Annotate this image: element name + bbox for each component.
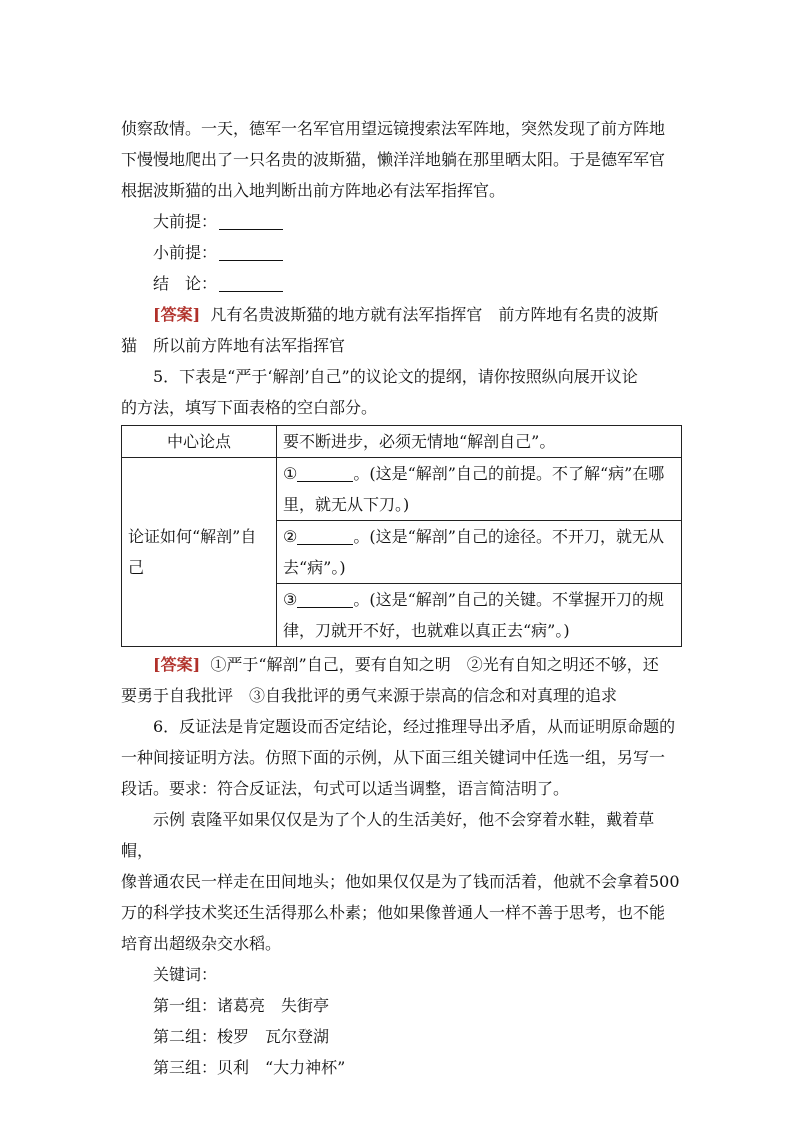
answer-5-line-2: 要勇于自我批评 ③自我批评的勇气来源于崇高的信念和对真理的追求 xyxy=(121,686,618,705)
fill-blank-2 xyxy=(297,528,353,545)
minor-premise-blank xyxy=(219,244,283,261)
table-cell-1 xyxy=(277,458,682,521)
item-number-1: ① xyxy=(283,464,298,483)
item-number-2: ② xyxy=(283,527,298,546)
item-text-2: 。(这是“解剖”自己的途径。不开刀，就无从去“病”。) xyxy=(283,527,664,577)
intro-line-2: 下慢慢地爬出了一只名贵的波斯猫，懒洋洋地躺在那里晒太阳。于是德军军官 xyxy=(121,150,666,169)
intro-line-1: 侦察敌情。一天，德军一名军官用望远镜搜索法军阵地，突然发现了前方阵地 xyxy=(121,119,666,138)
keywords-label: 关键词： xyxy=(153,965,218,984)
conclusion-label: 结 论： xyxy=(153,274,218,293)
fill-blank-3 xyxy=(297,591,353,608)
question-6-line-1: 6．反证法是肯定题设而否定结论，经过推理导出矛盾，从而证明原命题的 xyxy=(153,717,676,736)
answer-4-line-2: 猫 所以前方阵地有法军指挥官 xyxy=(121,336,346,355)
table-header-right: 要不断进步，必须无情地“解剖自己”。 xyxy=(277,426,682,458)
table-left-label: 论证如何“解剖”自己 xyxy=(122,458,277,647)
answer-tag: [答案] xyxy=(153,305,201,324)
table-row xyxy=(122,426,682,458)
answer-tag: [答案] xyxy=(153,655,201,674)
keyword-group-2: 第二组：梭罗 瓦尔登湖 xyxy=(153,1027,330,1046)
intro-line-3: 根据波斯猫的出入地判断出前方阵地必有法军指挥官。 xyxy=(121,181,506,200)
example-line-1: 示例 袁隆平如果仅仅是为了个人的生活美好，他不会穿着水鞋，戴着草帽， xyxy=(121,810,655,860)
item-number-3: ③ xyxy=(283,590,298,609)
table-cell-2 xyxy=(277,521,682,584)
question-5-line-2: 的方法，填写下面表格的空白部分。 xyxy=(121,398,378,417)
fill-blank-1 xyxy=(297,465,353,482)
minor-premise-line xyxy=(121,237,682,268)
answer-4-line-1 xyxy=(121,299,682,330)
example-line-2: 像普通农民一样走在田间地头；他如果仅仅是为了钱而活着，他就不会拿着500 xyxy=(121,872,680,891)
example-line-4: 培育出超级杂交水稻。 xyxy=(121,934,282,953)
table-header-left: 中心论点 xyxy=(122,426,277,458)
table-cell-3 xyxy=(277,584,682,647)
item-text-1: 。(这是“解剖”自己的前提。不了解“病”在哪里，就无从下刀。) xyxy=(283,464,665,514)
answer-5-line-1 xyxy=(121,649,682,680)
major-premise-line xyxy=(121,206,682,237)
item-text-3: 。(这是“解剖”自己的关键。不掌握开刀的规律，刀就开不好，也就难以真正去“病”。) xyxy=(283,590,664,640)
keyword-group-1: 第一组：诸葛亮 失街亭 xyxy=(153,996,330,1015)
conclusion-blank xyxy=(219,275,283,292)
keyword-group-3: 第三组：贝利 “大力神杯” xyxy=(153,1058,346,1077)
outline-table xyxy=(121,425,682,647)
example-line-3: 万的科学技术奖还生活得那么朴素；他如果像普通人一样不善于思考，也不能 xyxy=(121,903,666,922)
major-premise-label: 大前提： xyxy=(153,212,218,231)
minor-premise-label: 小前提： xyxy=(153,243,218,262)
question-5-line-1: 5．下表是“严于‘解剖’自己”的议论文的提纲，请你按照纵向展开议论 xyxy=(153,367,638,386)
table-row xyxy=(122,458,682,521)
conclusion-line xyxy=(121,268,682,299)
question-6-line-3: 段话。要求：符合反证法，句式可以适当调整，语言简洁明了。 xyxy=(121,779,570,798)
answer-4-text: 凡有名贵波斯猫的地方就有法军指挥官 前方阵地有名贵的波斯 xyxy=(210,305,659,324)
answer-5-text: ①严于“解剖”自己，要有自知之明 ②光有自知之明还不够，还 xyxy=(210,655,659,674)
major-premise-blank xyxy=(219,213,283,230)
question-6-line-2: 一种间接证明方法。仿照下面的示例，从下面三组关键词中任选一组，另写一 xyxy=(121,748,666,767)
